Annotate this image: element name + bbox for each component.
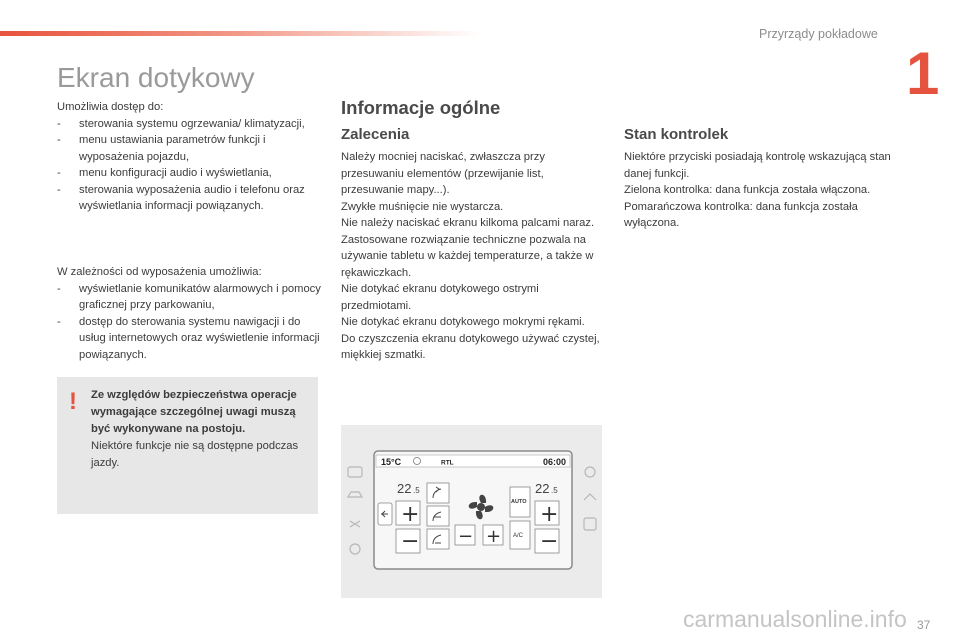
climate-side-icon bbox=[348, 467, 362, 477]
recommendation-line: Nie dotykać ekranu dotykowego ostrymi przedmiotami. bbox=[341, 283, 539, 312]
left-plus-label: + bbox=[401, 502, 420, 527]
list-item bbox=[57, 116, 322, 133]
status-bar bbox=[376, 455, 570, 467]
recommendations-heading: Zalecenia bbox=[341, 126, 410, 143]
list-item-text: sterowania systemu ogrzewania/ klimatyzacji, bbox=[79, 117, 305, 130]
access-intro: Umożliwia dostęp do: bbox=[57, 101, 164, 113]
recommendations-text bbox=[341, 149, 606, 364]
warning-text bbox=[91, 387, 311, 472]
warning-bold-text: Ze względów bezpieczeństwa operacje wymagające szczególnej uwagi muszą być wykonywane na postoju. bbox=[91, 389, 297, 435]
watermark: carmanualsonline.info bbox=[683, 606, 907, 632]
chapter-number: 1 bbox=[906, 40, 940, 107]
fan-side-icon bbox=[584, 494, 596, 500]
recommendation-line: Nie należy naciskać ekranu kilkoma palcami naraz. bbox=[341, 217, 595, 229]
indicators-heading: Stan kontrolek bbox=[624, 126, 729, 143]
page-number: 37 bbox=[917, 618, 931, 632]
access-list bbox=[57, 99, 322, 215]
auto-label: AUTO bbox=[511, 499, 527, 505]
recommendation-line: Nie dotykać ekranu dotykowego mokrymi rękami. bbox=[341, 316, 585, 328]
list-dash: - bbox=[57, 117, 61, 130]
recommendation-line: Zwykłe muśnięcie nie wystarcza. bbox=[341, 200, 504, 213]
page-title: Ekran dotykowy bbox=[57, 62, 255, 93]
list-item bbox=[57, 314, 322, 364]
list-dash: - bbox=[57, 167, 61, 179]
list-item bbox=[57, 165, 322, 182]
ac-label: A/C bbox=[513, 533, 524, 539]
right-plus-label: + bbox=[540, 502, 559, 527]
left-temp-decimal: .5 bbox=[413, 486, 420, 495]
settings-side-icon bbox=[585, 467, 595, 477]
list-item-text: dostęp do sterowania systemu nawigacji i do usług internetowych oraz wyświetlenie informacji powiązanych. bbox=[79, 315, 320, 361]
header-accent-bar bbox=[0, 31, 480, 36]
outside-temp: 15°C bbox=[381, 457, 402, 467]
touchscreen-illustration bbox=[341, 425, 602, 598]
indicator-line: Pomarańczowa kontrolka: dana funkcja została wyłączona. bbox=[624, 200, 858, 229]
fan-minus-label: − bbox=[458, 526, 474, 547]
list-item-text: sterowania wyposażenia audio i telefonu oraz wyświetlania informacji powiązanych. bbox=[79, 183, 305, 212]
nav-side-icon bbox=[350, 544, 360, 554]
right-temp-main: 22 bbox=[535, 481, 550, 496]
recommendation-line: Do czyszczenia ekranu dotykowego używać czystej, miękkiej szmatki. bbox=[341, 332, 600, 361]
warning-box bbox=[57, 377, 318, 514]
equipment-intro: W zależności od wyposażenia umożliwia: bbox=[57, 266, 262, 278]
clock: 06:00 bbox=[543, 457, 567, 467]
equipment-list bbox=[57, 264, 322, 363]
airflow-bottom-button bbox=[427, 529, 449, 549]
airflow-top-button bbox=[427, 483, 449, 503]
list-item-text: menu ustawiania parametrów funkcji i wyposażenia pojazdu, bbox=[79, 134, 266, 163]
info-heading: Informacje ogólne bbox=[341, 97, 501, 118]
list-item-text: menu konfiguracji audio i wyświetlania, bbox=[79, 167, 272, 179]
left-minus-label: − bbox=[401, 529, 420, 554]
list-dash: - bbox=[57, 183, 61, 196]
touchscreen-drawing bbox=[341, 425, 602, 598]
left-temp-main: 22 bbox=[397, 481, 412, 496]
phone-side-icon bbox=[584, 518, 596, 530]
list-item bbox=[57, 182, 322, 215]
list-dash: - bbox=[57, 282, 61, 295]
recommendation-line: Należy mocniej naciskać, zwłaszcza przy przesuwaniu elementów (przewijanie list, przesuwanie mapy...). bbox=[341, 151, 545, 196]
section-title: Przyrządy pokładowe bbox=[759, 27, 878, 41]
list-item bbox=[57, 281, 322, 314]
side-icons-left bbox=[348, 467, 362, 554]
right-temp-decimal: .5 bbox=[551, 486, 558, 495]
radio-station: RTL bbox=[441, 459, 454, 467]
indicator-line: Niektóre przyciski posiadają kontrolę wskazującą stan danej funkcji. bbox=[624, 151, 891, 180]
warning-note: Niektóre funkcje nie są dostępne podczas jazdy. bbox=[91, 440, 299, 469]
list-dash: - bbox=[57, 134, 61, 146]
fan-plus-label: + bbox=[486, 526, 502, 547]
warning-icon: ! bbox=[69, 388, 77, 415]
list-item-text: wyświetlanie komunikatów alarmowych i pomocy graficznej przy parkowaniu, bbox=[79, 282, 321, 311]
car-side-icon bbox=[348, 492, 362, 497]
list-item bbox=[57, 132, 322, 165]
indicator-line: Zielona kontrolka: dana funkcja została włączona. bbox=[624, 184, 871, 196]
list-dash: - bbox=[57, 315, 61, 328]
recommendation-line: Zastosowane rozwiązanie techniczne pozwala na używanie tabletu w każdej temperaturze, a także w rękawiczkach. bbox=[341, 233, 594, 279]
side-icons-right bbox=[584, 467, 596, 530]
right-minus-label: − bbox=[540, 529, 559, 554]
indicators-text bbox=[624, 149, 894, 232]
airflow-middle-button bbox=[427, 506, 449, 526]
audio-side-icon bbox=[350, 521, 360, 527]
